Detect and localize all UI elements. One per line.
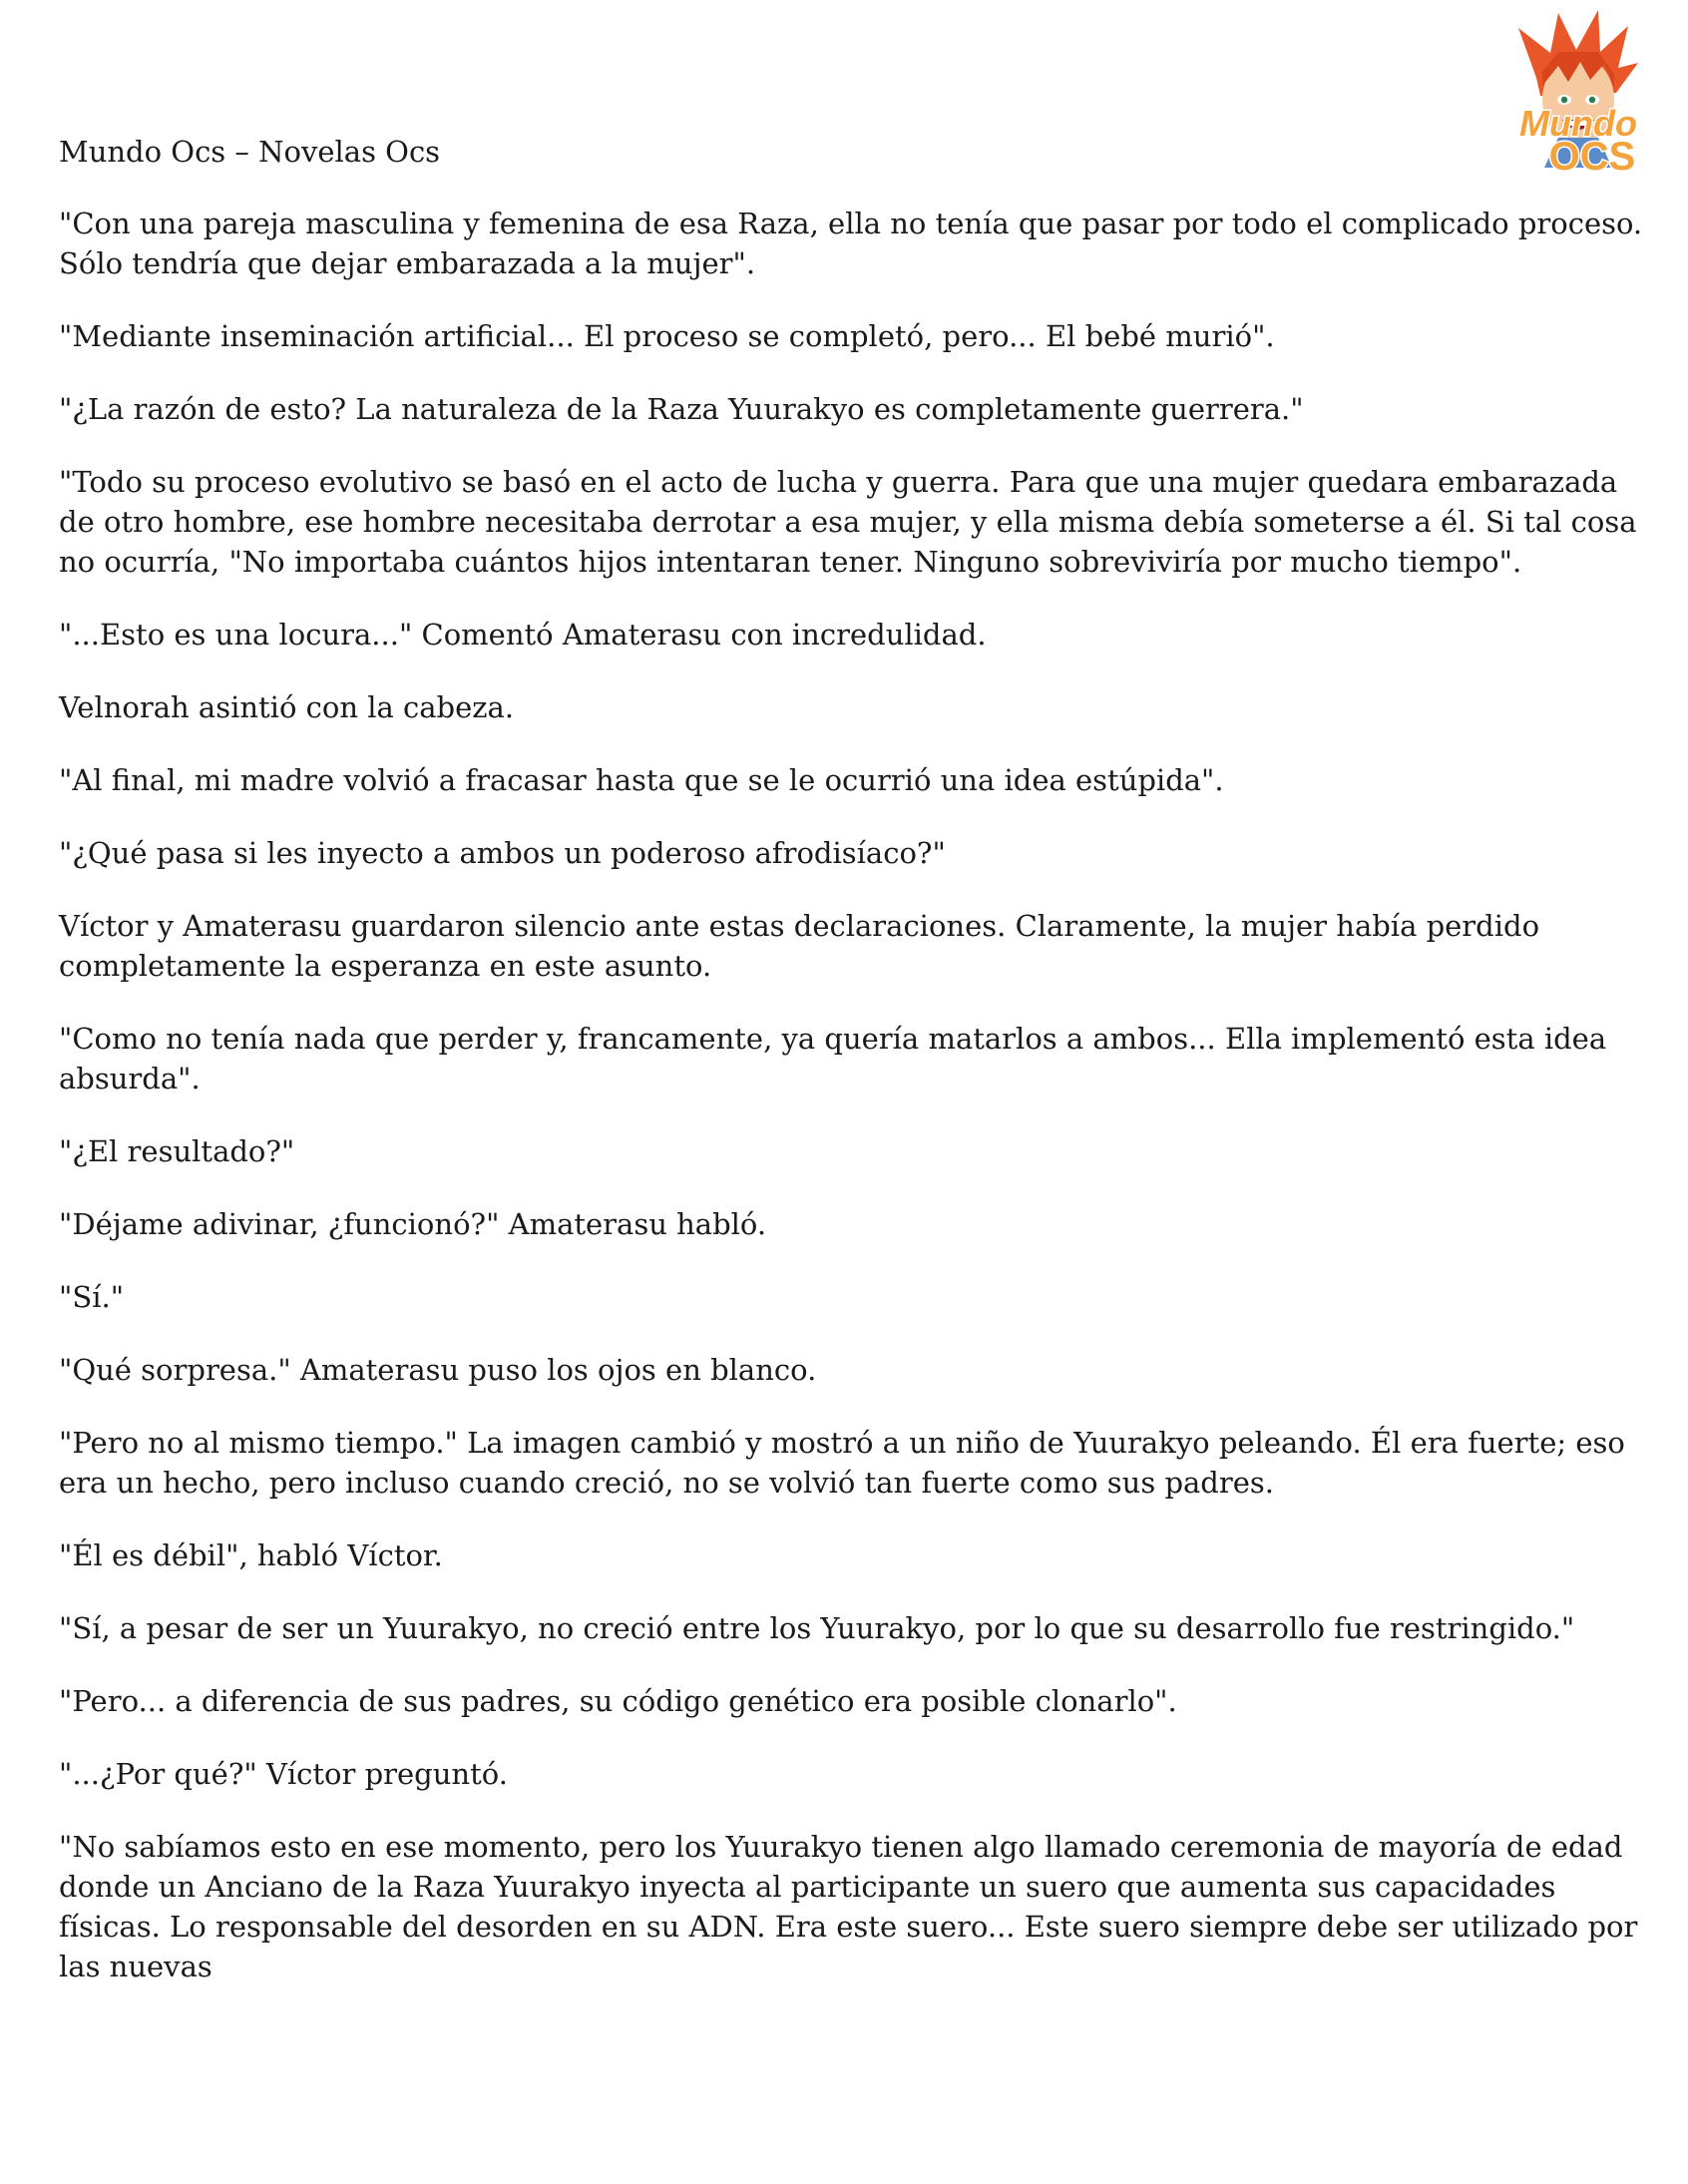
mundo-ocs-logo: [1488, 8, 1668, 183]
paragraph: "¿Qué pasa si les inyecto a ambos un poderoso afrodisíaco?": [59, 836, 946, 870]
paragraph: "¿La razón de esto? La naturaleza de la Raza Yuurakyo es completamente guerrera.": [59, 392, 1304, 426]
logo-text-line1: Mundo: [1519, 103, 1637, 144]
paragraph: "¿El resultado?": [59, 1134, 295, 1168]
logo-text-line2: OCS: [1548, 135, 1636, 179]
paragraph: "Déjame adivinar, ¿funcionó?" Amaterasu habló.: [59, 1207, 767, 1241]
page-header-title: Mundo Ocs – Novelas Ocs: [59, 135, 441, 169]
paragraph: "...¿Por qué?" Víctor preguntó.: [59, 1757, 508, 1791]
paragraph: "...Esto es una locura..." Comentó Amaterasu con incredulidad.: [59, 618, 987, 652]
paragraph: "Al final, mi madre volvió a fracasar hasta que se le ocurrió una idea estúpida".: [59, 763, 1224, 797]
paragraph: "Mediante inseminación artificial... El proceso se completó, pero... El bebé murió".: [59, 319, 1275, 353]
paragraph: "Qué sorpresa." Amaterasu puso los ojos en blanco.: [59, 1353, 817, 1387]
document-body: [59, 204, 1655, 2019]
paragraph: Víctor y Amaterasu guardaron silencio ante estas declaraciones. Claramente, la mujer había perdido completamente la esperanza en este asunto.: [59, 909, 1540, 983]
logo-mascot-icon: [1488, 8, 1668, 183]
paragraph: "Sí, a pesar de ser un Yuurakyo, no creció entre los Yuurakyo, por lo que su desarrollo fue restringido.": [59, 1611, 1575, 1645]
paragraph: "Él es débil", habló Víctor.: [59, 1538, 443, 1572]
paragraph: "Pero... a diferencia de sus padres, su código genético era posible clonarlo".: [59, 1684, 1177, 1718]
paragraph: "Todo su proceso evolutivo se basó en el acto de lucha y guerra. Para que una mujer quedara embarazada de otro hombre, ese hombre necesitaba derrotar a esa mujer, y ella misma debía someterse a él. Si tal cosa no ocurría, "No importaba cuántos hijos intentaran tener. Ninguno sobreviviría por mucho tiempo".: [59, 465, 1637, 579]
paragraph: "Como no tenía nada que perder y, francamente, ya quería matarlos a ambos... Ella implementó esta idea absurda".: [59, 1022, 1607, 1095]
paragraph: "Con una pareja masculina y femenina de esa Raza, ella no tenía que pasar por todo el complicado proceso. Sólo tendría que dejar embarazada a la mujer".: [59, 207, 1643, 280]
paragraph: "Sí.": [59, 1280, 125, 1314]
paragraph: "No sabíamos esto en ese momento, pero los Yuurakyo tienen algo llamado ceremonia de mayoría de edad donde un Anciano de la Raza Yuurakyo inyecta al participante un suero que aumenta sus capacidades físicas. Lo responsable del desorden en su ADN. Era este suero... Este suero siempre debe ser utilizado por las nuevas: [59, 1830, 1638, 1983]
paragraph: "Pero no al mismo tiempo." La imagen cambió y mostró a un niño de Yuurakyo peleando. Él era fuerte; eso era un hecho, pero incluso cuando creció, no se volvió tan fuerte como sus padres.: [59, 1426, 1625, 1500]
paragraph: Velnorah asintió con la cabeza.: [59, 690, 515, 724]
